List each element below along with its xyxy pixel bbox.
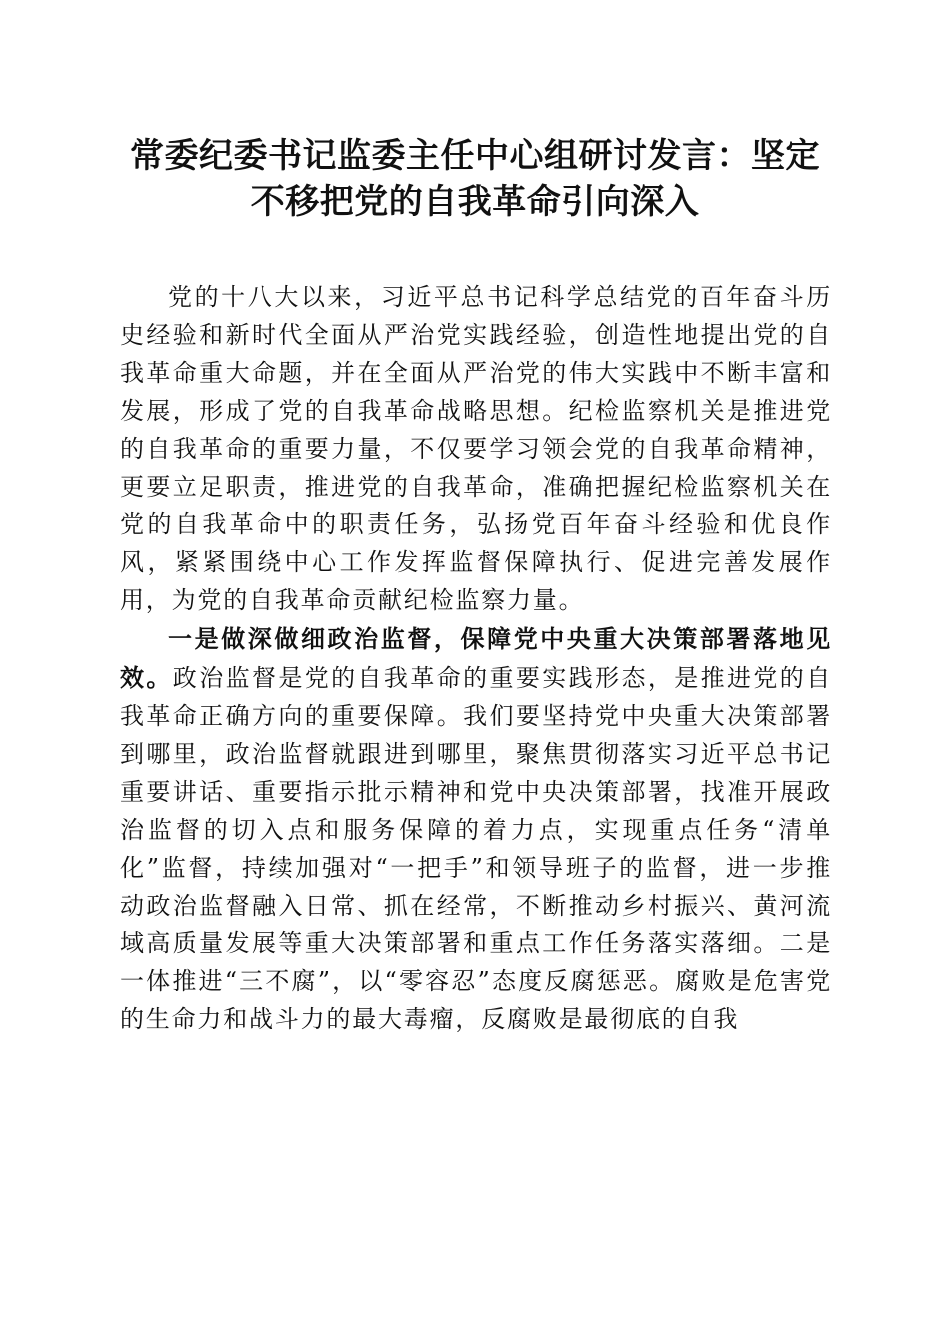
paragraph-intro [120, 279, 832, 620]
paragraph-lead-heading: 一是做深做细政治监督，保障党中央重大决策部署落地见效。 [120, 624, 832, 693]
document-title [100, 133, 850, 225]
title-line-1: 常委纪委书记监委主任中心组研讨发言：坚定 [130, 136, 820, 176]
paragraph-text: 党的十八大以来，习近平总书记科学总结党的百年奋斗历史经验和新时代全面从严治党实践经验，创造性地提出党的自我革命重大命题，并在全面从严治党的伟大实践中不断丰富和发展，形成了党的自我革命战略思想。纪检监察机关是推进党的自我革命的重要力量，不仅要学习领会党的自我革命精神，更要立足职责，推进党的自我革命，准确把握纪检监察机关在党的自我革命中的职责任务，弘扬党百年奋斗经验和优良作风，紧紧围绕中心工作发挥监督保障执行、促进完善发展作用，为党的自我革命贡献纪检监察力量。 [120, 283, 832, 615]
title-line-2: 不移把党的自我革命引向深入 [250, 182, 700, 222]
document-body [120, 279, 832, 1039]
paragraph-political-supervision [120, 620, 832, 1039]
paragraph-text: 政治监督是党的自我革命的重要实践形态，是推进党的自我革命正确方向的重要保障。我们要坚持党中央重大决策部署到哪里，政治监督就跟进到哪里，聚焦贯彻落实习近平总书记重要讲话、重要指示批示精神和党中央决策部署，找准开展政治监督的切入点和服务保障的着力点，实现重点任务“清单化”监督，持续加强对“一把手”和领导班子的监督，进一步推动政治监督融入日常、抓在经常，不断推动乡村振兴、黄河流域高质量发展等重大决策部署和重点工作任务落实落细。二是一体推进“三不腐”，以“零容忍”态度反腐惩恶。腐败是危害党的生命力和战斗力的最大毒瘤，反腐败是最彻底的自我 [120, 664, 833, 1034]
